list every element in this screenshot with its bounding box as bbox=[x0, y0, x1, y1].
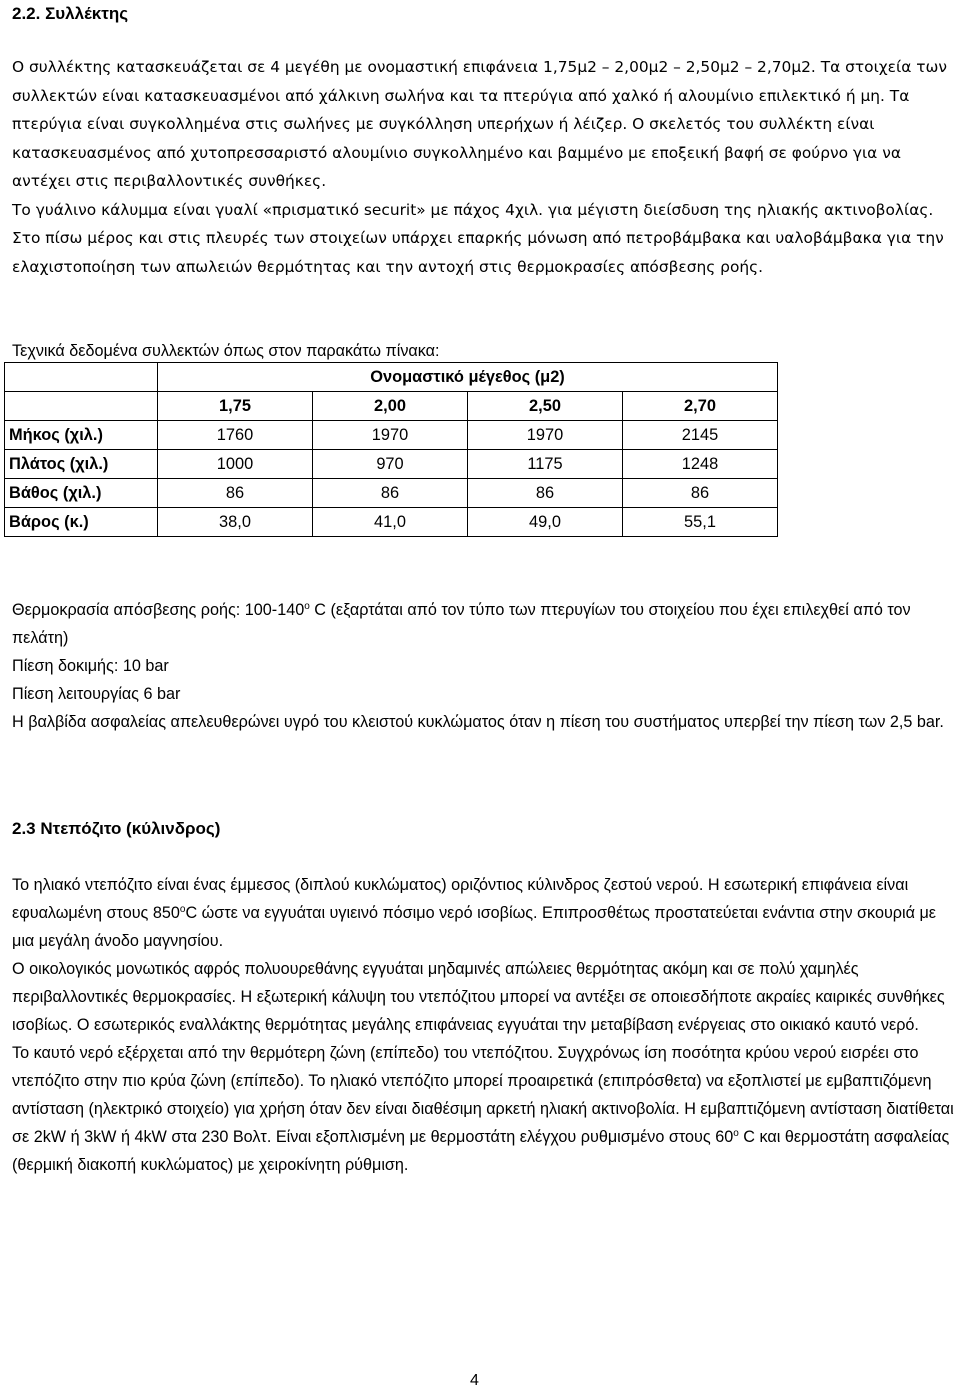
table-cell: 970 bbox=[313, 450, 468, 479]
table-cell: 2145 bbox=[623, 421, 778, 450]
table-cell: 41,0 bbox=[313, 508, 468, 537]
table-cell: 86 bbox=[313, 479, 468, 508]
table-cell: 86 bbox=[468, 479, 623, 508]
collector-insulation-text: Στο πίσω μέρος και στις πλευρές των στοιχείων υπάρχει επαρκής μόνωση από πετροβάμβακα και υαλοβάμβακα για την ελαχιστοποίηση των απωλειών θερμότητας και την αντοχή στις θερμοκρασίες απόσβεσης ροής. bbox=[12, 229, 944, 276]
flow-stagnation-temperature: Θερμοκρασία απόσβεσης ροής: $100-140^o$ C (εξαρτάται από τον τύπο των πτερυγίων του στοιχείου που έχει επιλεχθεί από τον πελάτη) bbox=[12, 601, 911, 647]
size-header-cell: 2,70 bbox=[623, 392, 778, 421]
page-number: 4 bbox=[470, 1372, 479, 1389]
row-label: Μήκος (χιλ.) bbox=[5, 421, 158, 450]
tank-paragraph-heater: Το καυτό νερό εξέρχεται από την θερμότερη ζώνη (επίπεδο) του ντεπόζιτου. Συγχρόνως ίση ποσότητα κρύου νερού εισρέει στο ντεπόζιτο στην πιο κρύα ζώνη (επίπεδο). Το ηλιακό ντεπόζιτο μπορεί προαιρετικά (επιπρόσθετα) να εξοπλιστεί με εμβαπτιζόμενη αντίσταση (ηλεκτρικό στοιχείο) για χρήση όταν δεν είναι διαθέσιμη αρκετή ηλιακή ακτινοβολία. Η εμβαπτιζόμενη αντίσταση διατίθεται σε 2kW ή 3kW ή 4kW στα 230 Βολτ. Είναι εξοπλισμένη με θερμοστάτη ελέγχου ρυθμισμένο στους $60^o$ C και θερμοστάτη ασφαλείας (θερμική διακοπή κυκλώματος) με χειροκίνητη ρύθμιση. bbox=[12, 1044, 954, 1174]
collector-frame-text: Ο σκελετός του συλλέκτη είναι κατασκευασμένος από χυτοπρεσσαριστό αλουμίνιο συγκολλημένο και βαμμένο με εποξεική βαφή σε φούρνο για να αντέχει στις περιβαλλοντικές συνθήκες. bbox=[12, 115, 901, 190]
table-cell: 1760 bbox=[158, 421, 313, 450]
safety-valve-text: Η βαλβίδα ασφαλείας απελευθερώνει υγρό του κλειστού κυκλώματος όταν η πίεση του συστήματος υπερβεί την πίεση των 2,5 bar. bbox=[12, 713, 944, 731]
table-row-width bbox=[5, 450, 778, 479]
table-cell: 1175 bbox=[468, 450, 623, 479]
table-corner-cell bbox=[5, 363, 158, 392]
tank-paragraph-insulation: Ο οικολογικός μονωτικός αφρός πολυουρεθάνης εγγυάται μηδαμινές απώλειες θερμότητας ακόμη και σε πολύ χαμηλές περιβαλλοντικές θερμοκρασίες. Η εξωτερική κάλυψη του ντεπόζιτου μπορεί να αντέξει σε οποιεσδήποτε ακραίες καιρικές συνθήκες ισοβίως. Ο εσωτερικός εναλλάκτης θερμότητας μεγάλης επιφάνειας εγγυάται την μεταβίβαση ενέργειας στο οικιακό καυτό νερό. bbox=[12, 960, 945, 1034]
size-header-cell: 1,75 bbox=[158, 392, 313, 421]
table-intro: Τεχνικά δεδομένα συλλεκτών όπως στον παρακάτω πίνακα: bbox=[12, 342, 440, 360]
technical-data-table bbox=[4, 362, 778, 537]
table-cell: 1970 bbox=[313, 421, 468, 450]
table-cell: 1970 bbox=[468, 421, 623, 450]
size-header-cell: 2,50 bbox=[468, 392, 623, 421]
table-cell: 55,1 bbox=[623, 508, 778, 537]
nominal-size-header: Ονομαστικό μέγεθος (μ2) bbox=[158, 363, 778, 392]
table-row-depth bbox=[5, 479, 778, 508]
section-heading-collector: 2.2. Συλλέκτης bbox=[12, 4, 129, 23]
collector-glass-text: Το γυάλινο κάλυμμα είναι γυαλί «πρισματικό securit» με πάχος 4χιλ. για μέγιστη διείσδυση της ηλιακής ακτινοβολίας. bbox=[12, 200, 934, 219]
tank-paragraph-enamel: Το ηλιακό ντεπόζιτο είναι ένας έμμεσος (διπλού κυκλώματος) οριζόντιος κύλινδρος ζεστού νερού. Η εσωτερική επιφάνεια είναι εφυαλωμένη στους $850^oC$ ώστε να εγγυάται υγιεινό πόσιμο νερό ισοβίως. Επιπροσθέτως προστατεύεται ενάντια στην σκουριά με μια μεγάλη άνοδο μαγνησίου. bbox=[12, 876, 937, 950]
row-label: Βάθος (χιλ.) bbox=[5, 479, 158, 508]
table-cell: 38,0 bbox=[158, 508, 313, 537]
table-sizes-row bbox=[5, 392, 778, 421]
tank-description bbox=[12, 871, 958, 1179]
collector-sizes-text: Ο συλλέκτης κατασκευάζεται σε 4 μεγέθη με ονομαστική επιφάνεια 1,75μ2 – 2,00μ2 – 2,50μ2 – 2,70μ2. Τα στοιχεία των συλλεκτών είναι κατασκευασμένοι από χάλκινη σωλήνα και τα πτερύγια από χαλκό ή αλουμίνιο επιλεκτικό ή μη. Τα πτερύγια είναι συγκολλημένα στις σωλήνες με συγκόλληση υπερήχων ή λέιζερ. bbox=[12, 58, 947, 133]
section-heading-tank: 2.3 Ντεπόζιτο (κύλινδρος) bbox=[12, 819, 221, 838]
row-label: Βάρος (κ.) bbox=[5, 508, 158, 537]
table-cell: 86 bbox=[623, 479, 778, 508]
row-label: Πλάτος (χιλ.) bbox=[5, 450, 158, 479]
collector-specs bbox=[12, 596, 958, 736]
table-cell: 49,0 bbox=[468, 508, 623, 537]
test-pressure: Πίεση δοκιμής: 10 bar bbox=[12, 657, 169, 675]
table-cell: 1000 bbox=[158, 450, 313, 479]
table-row-weight bbox=[5, 508, 778, 537]
size-header-cell: 2,00 bbox=[313, 392, 468, 421]
table-cell: 86 bbox=[158, 479, 313, 508]
operating-pressure: Πίεση λειτουργίας 6 bar bbox=[12, 685, 181, 703]
table-cell: 1248 bbox=[623, 450, 778, 479]
table-group-header-row bbox=[5, 363, 778, 392]
table-corner-cell bbox=[5, 392, 158, 421]
collector-description bbox=[12, 53, 958, 281]
table-row-length bbox=[5, 421, 778, 450]
